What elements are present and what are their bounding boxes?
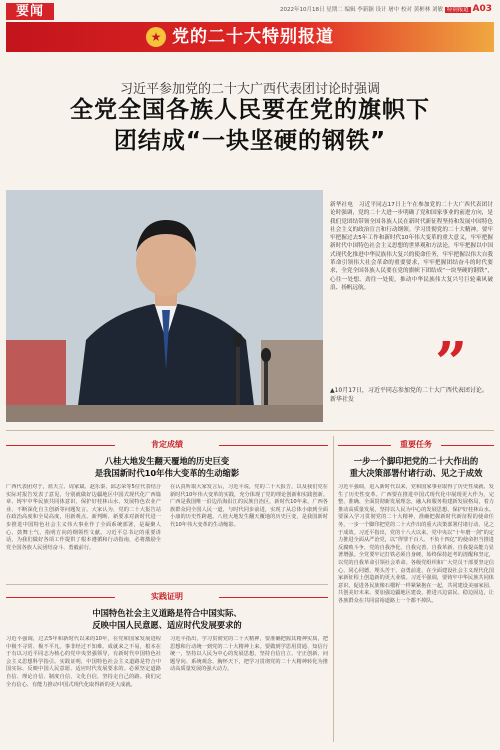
headline-line-2: 团结成“一块坚硬的钢铁” <box>113 128 387 154</box>
edition-line <box>240 4 492 14</box>
horizontal-divider <box>6 430 494 431</box>
banner-title: 党的二十大特别报道 <box>172 27 334 47</box>
section-header-achievements: 肯定成绩 <box>6 438 328 452</box>
lead-photo <box>6 190 323 422</box>
photo-caption: ▲10月17日，习近平同志参加党的二十大广西代表团讨论。新华社发 <box>330 387 488 403</box>
section-subtitle-practice: 中国特色社会主义道路是符合中国实际、 反映中国人民意愿、适应时代发展要求的 <box>92 608 242 630</box>
headline-line-1: 全党全国各族人民要在党的旗帜下 <box>70 97 430 123</box>
section-header-practice: 实践证明 <box>6 590 328 604</box>
party-emblem-icon: ★ <box>146 27 166 47</box>
article-column: 习近平强调，过去5年和新时代以来的10年，在党和国家发展进程中极不寻常、极不平凡。事非经过不知难。成就来之不易，根本在于有以习近平同志为核心的党中央坚强领导，有新时代中国特色社会主义思想科学指引。实践证明，中国特色社会主义道路是符合中国实际、反映中国人民意愿、适应时代发展要求的。必须坚定道路自信、理论自信、制度自信、文化自信，坚持走自己的路。我们完全有信心、有能力推动中国式现代化取得新的更大成就。 <box>6 636 161 688</box>
article-column: 广西代表团对于，蓝天立、周家斌、赵乐秦、邱志荣等5位代表结合实际对报告发表了意见，分别就做好边疆地区中国式现代化广西篇章、铸牢中华民族共同体意识、保护好桂林山水、发展特色农业产业、不断深化自主创新等问题发言。大家认为，党的二十大报告站在政治高度和全局高度，用新观点、新判断、新要求对新时代进一步推进中国特色社会主义伟大事业作了全面系统部署，是凝聚人心、鼓舞士气、指明方向的纲领性文献。习近平总书记的重要讲话，为我们做好各项工作提供了根本遵循和行动指南，必将激励全党全国各族人民团结奋斗、勇毅前行。 <box>6 484 161 551</box>
article-column: 在认真听取大家发言后，习近平说，党的二十大报告，以及我们党在新时代10年伟大变革的实践，充分体现了党的理论创新和实践创新。广西是我国唯一沿边沿海沿江的民族自治区，新时代10年来，广西各族群众同全国人民一道，与时代同步前进，实现了从总体小康到全面小康的历史性跨越。八桂大地发生翻天覆地的历史巨变，是我国新时代10年伟大变革的生动缩影。 <box>170 484 328 528</box>
article-column: 习近平强调，进入新时代以来，党和国家事业取得了历史性成就、发生了历史性变革。广西要在推进中国式现代化中展现更大作为，完整、准确、全面贯彻新发展理念，融入和服务构建新发展格局，着力推动高质量发展，坚持以人民为中心的发展思想，保护好桂林山水。要深入学习贯彻党的二十大精神，准确把握新时代新征程的使命任务，一步一个脚印把党的二十大作出的重大决策部署付诸行动、见之于成效。习近平指出，党的十八大以来，党中央以“十年磨一剑”的定力推进全面从严治党，以“得罪千百人、不负十四亿”的使命担当推进反腐败斗争，党的自我净化、自我完善、自我革新、自我提高能力显著增强。全党要牢记打铁必须自身硬，始终保持赶考的清醒和坚定，以党的自我革命引领社会革命。各级党组织和广大党员干部要坚定信心、同心同德，埋头苦干、奋勇前进，在全面建设社会主义现代化国家新征程上创造新的更大业绩。习近平强调，要铸牢中华民族共同体意识，促进各民族像石榴籽一样紧紧抱在一起，共同建设美丽家园、共创美好未来。要加强边疆地区建设，推进兴边富民、稳边固边，让各族群众在共同富裕道路上一个都不掉队。 <box>338 484 494 604</box>
vertical-divider <box>333 436 334 742</box>
section-tab: 要闻 <box>6 3 54 20</box>
edition-info: 2022年10月18日 星期二 编辑 李新颖 设计 屠中 校对 黄彬林 刘敏 <box>280 7 443 13</box>
special-report-banner <box>6 22 494 52</box>
lead-kicker: 习近平参加党的二十大广西代表团讨论时强调 <box>119 82 380 97</box>
lead-body: 新华社电 习近平同志17日上午在参加党的二十大广西代表团讨论时强调，党的二十大进一步明确了党和国家事业的前进方向，是我们党团结带领全国各族人民在新时代新征程坚持和发展中国特色社会主义的政治宣言和行动纲领。学习贯彻党的二十大精神，要牢牢把握过去5年工作和新时代10年伟大变革的重大意义，牢牢把握新时代中国特色社会主义思想的世界观和方法论，牢牢把握以中国式现代化推进中华民族伟大复兴的使命任务，牢牢把握以伟大自我革命引领伟大社会革命的重要要求，牢牢把握团结奋斗的时代要求，全党全国各族人民要在党的旗帜下团结成“一块坚硬的钢铁”，心往一处想、劲往一处使，推动中华民族伟大复兴号巨轮乘风破浪、扬帆远航。 <box>330 202 493 291</box>
masthead <box>0 0 500 19</box>
section-subtitle-tasks: 一步一个脚印把党的二十大作出的 重大决策部署付诸行动、见之于成效 <box>349 456 483 478</box>
article-column: 习近平指出，学习贯彻党的二十大精神，要准确把握其精神实质，把思想和行动统一到党的二十大精神上来。要做到学思用贯通、知信行统一，坚持以人民为中心的发展思想，坚持自信自立、守正创新、问题导向、系统观念、胸怀天下，把学习贯彻党的二十大精神转化为推动高质量发展的强大动力。 <box>170 636 328 673</box>
lead-headline <box>0 95 500 157</box>
horizontal-divider-2 <box>6 584 328 585</box>
section-subtitle-achievements: 八桂大地发生翻天覆地的历史巨变 是我国新时代10年伟大变革的生动缩影 <box>94 456 240 478</box>
section-header-tasks: 重要任务 <box>338 438 494 452</box>
quote-mark-icon: ” <box>435 330 468 396</box>
edition-badge: 特别报道 <box>446 7 469 13</box>
page-number: A03 <box>472 4 492 14</box>
